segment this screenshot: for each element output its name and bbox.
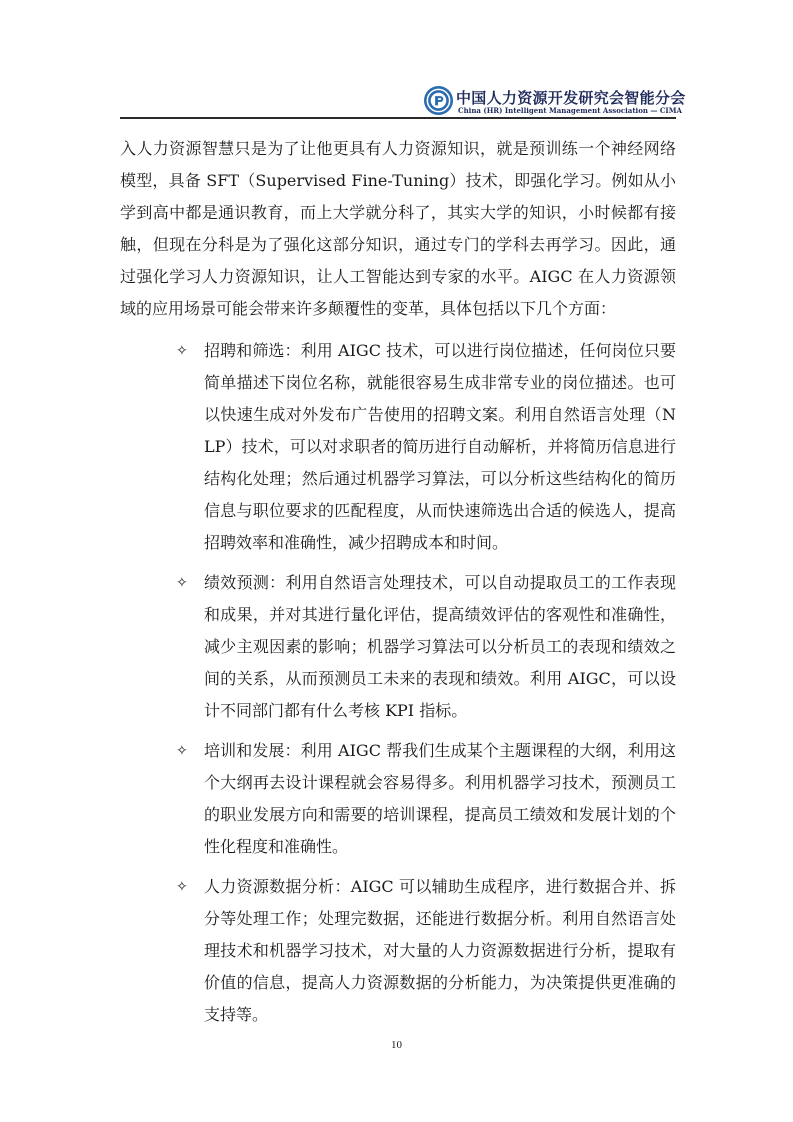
header-divider [120,117,676,119]
bullet-text: 绩效预测：利用自然语言处理技术，可以自动提取员工的工作表现和成果，并对其进行量化评估，提高绩效评估的客观性和准确性，减少主观因素的影响；机器学习算法可以分析员工的表现和绩效之间的关系，从而预测员工未来的表现和绩效。利用 AIGC，可以设计不同部门都有什么考核 KPI 指标。 [204,573,676,720]
bullet-hr-data-analysis [120,871,676,1031]
page-header [420,83,686,119]
diamond-bullet-icon: ✧ [176,743,188,759]
page-number: 10 [391,1039,402,1051]
diamond-bullet-icon: ✧ [176,343,188,359]
organization-name-cn: 中国人力资源开发研究会智能分会 [456,89,686,107]
intro-paragraph: 入人力资源智慧只是为了让他更具有人力资源知识，就是预训练一个神经网络模型，具备 SFT（Supervised Fine-Tuning）技术，即强化学习。例如从小学到高中都是通识教育，而上大学就分科了，其实大学的知识，小时候都有接触，但现在分科是为了强化这部分知识，通过专门的学科去再学习。因此，通过强化学习人力资源知识，让人工智能达到专家的水平。AIGC 在人力资源领域的应用场景可能会带来许多颠覆性的变革，具体包括以下几个方面： [120,139,676,318]
diamond-bullet-icon: ✧ [176,575,188,591]
organization-name-en: China (HR) Intelligent Management Association — CIMA [458,106,682,115]
page-body [120,133,676,1039]
cima-logo-icon [423,85,454,116]
bullet-text: 培训和发展：利用 AIGC 帮我们生成某个主题课程的大纲，利用这个大纲再去设计课程就会容易得多。利用机器学习技术，预测员工的职业发展方向和需要的培训课程，提高员工绩效和发展计划的个性化程度和准确性。 [204,741,676,856]
diamond-bullet-icon: ✧ [176,879,188,895]
bullet-training-development [120,735,676,863]
bullet-performance-prediction [120,567,676,727]
bullet-text: 招聘和筛选：利用 AIGC 技术，可以进行岗位描述，任何岗位只要简单描述下岗位名称，就能很容易生成非常专业的岗位描述。也可以快速生成对外发布广告使用的招聘文案。利用自然语言处理（NLP）技术，可以对求职者的简历进行自动解析，并将简历信息进行结构化处理；然后通过机器学习算法，可以分析这些结构化的简历信息与职位要求的匹配程度，从而快速筛选出合适的候选人，提高招聘效率和准确性，减少招聘成本和时间。 [204,341,676,552]
bullet-recruitment [120,335,676,559]
bullet-text: 人力资源数据分析：AIGC 可以辅助生成程序，进行数据合并、拆分等处理工作；处理完数据，还能进行数据分析。利用自然语言处理技术和机器学习技术，对大量的人力资源数据进行分析，提取有价值的信息，提高人力资源数据的分析能力，为决策提供更准确的支持等。 [204,877,676,1024]
application-scenarios-list [120,335,676,1031]
